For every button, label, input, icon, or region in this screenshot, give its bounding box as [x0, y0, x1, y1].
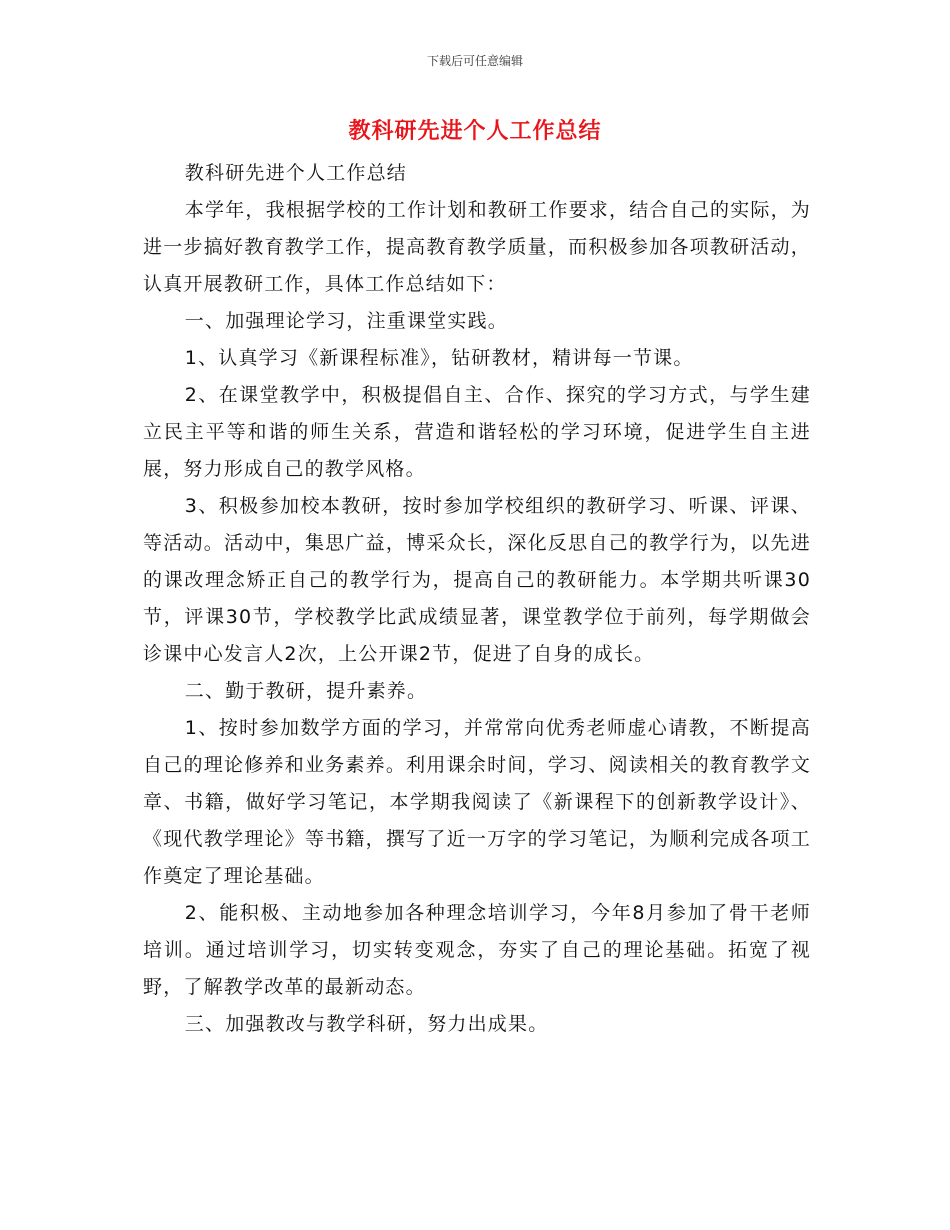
document-body [143, 155, 811, 1043]
page-title: 教科研先进个人工作总结 [348, 119, 602, 144]
section-heading-1: 一、加强理论学习，注重课堂实践。 [184, 310, 508, 332]
paragraph: 3、积极参加校本教研，按时参加学校组织的教研学习、听课、评课、等活动。活动中，集思广益，博采众长，深化反思自己的教学行为，以先进的课改理念矫正自己的教学行为，提高自己的教研能力。本学期共听课30节，评课30节，学校教学比武成绩显著，课堂教学位于前列，每学期做会诊课中心发言人2次，上公开课2节，促进了自身的成长。 [143, 495, 811, 665]
section-heading-3: 三、加强教改与教学科研，努力出成果。 [184, 1013, 549, 1035]
header-note: 下载后可任意编辑 [426, 54, 523, 68]
paragraph: 2、能积极、主动地参加各种理念培训学习，今年8月参加了骨干老师培训。通过培训学习，切实转变观念，夯实了自己的理论基础。拓宽了视野，了解教学改革的最新动态。 [143, 902, 811, 998]
paragraph-subtitle: 教科研先进个人工作总结 [184, 162, 407, 184]
paragraph: 2、在课堂教学中，积极提倡自主、合作、探究的学习方式，与学生建立民主平等和谐的师生关系，营造和谐轻松的学习环境，促进学生自主进展，努力形成自己的教学风格。 [143, 384, 811, 480]
paragraph-intro: 本学年，我根据学校的工作计划和教研工作要求，结合自己的实际，为进一步搞好教育教学工作，提高教育教学质量，而积极参加各项教研活动，认真开展教研工作，具体工作总结如下： [143, 199, 811, 295]
paragraph: 1、认真学习《新课程标准》，钻研教材，精讲每一节课。 [184, 347, 694, 369]
section-heading-2: 二、勤于教研，提升素养。 [184, 680, 428, 702]
paragraph: 1、按时参加数学方面的学习，并常常向优秀老师虚心请教，不断提高自己的理论修养和业务素养。利用课余时间，学习、阅读相关的教育教学文章、书籍，做好学习笔记，本学期我阅读了《新课程下的创新教学设计》、《现代教学理论》等书籍，撰写了近一万字的学习笔记，为顺利完成各项工作奠定了理论基础。 [143, 717, 811, 887]
